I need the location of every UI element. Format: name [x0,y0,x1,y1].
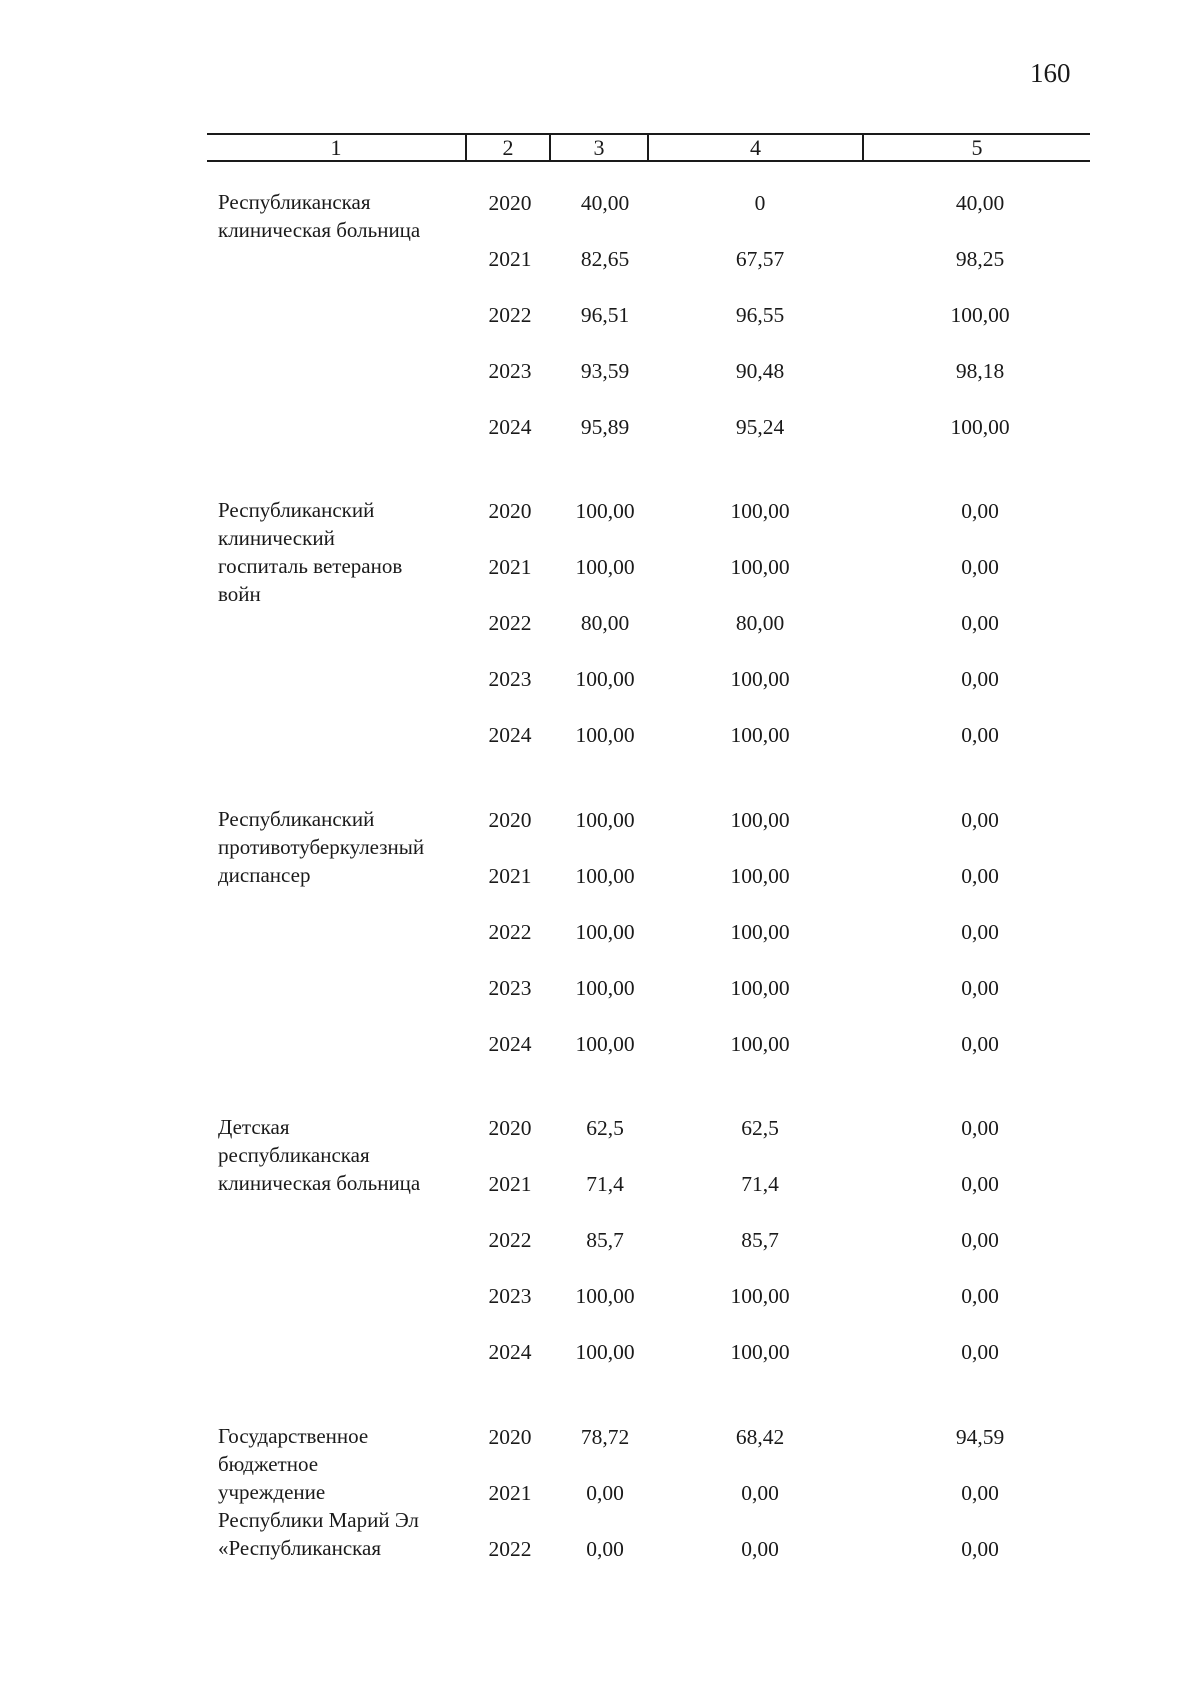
col3-cell: 100,00 [575,1284,635,1308]
table-row [0,1169,1200,1199]
col3-cell: 100,00 [575,1340,635,1364]
organization-name-line: Республиканская [218,190,371,214]
col3-cell: 100,00 [575,499,635,523]
col5-cell: 100,00 [950,303,1010,327]
col5-cell: 0,00 [961,864,999,888]
header-col-2: 2 [502,135,514,160]
table-row [0,720,1200,750]
year-cell: 2022 [488,1228,532,1252]
table-row [0,973,1200,1003]
col3-cell: 0,00 [586,1537,624,1561]
col3-cell: 80,00 [580,611,630,635]
col3-cell: 100,00 [575,555,635,579]
col5-cell: 0,00 [961,1172,999,1196]
col3-cell: 71,4 [586,1172,624,1196]
col5-cell: 0,00 [961,920,999,944]
col5-cell: 0,00 [961,555,999,579]
col3-cell: 40,00 [580,191,630,215]
year-cell: 2024 [488,723,532,747]
col4-cell: 71,4 [741,1172,779,1196]
header-col-5: 5 [971,135,983,160]
col3-cell: 100,00 [575,920,635,944]
col4-cell: 0,00 [741,1537,779,1561]
col3-cell: 100,00 [575,864,635,888]
col4-cell: 96,55 [735,303,785,327]
col3-cell: 93,59 [580,359,630,383]
col5-cell: 0,00 [961,499,999,523]
table-row [0,1478,1200,1508]
year-cell: 2022 [488,303,532,327]
col3-cell: 100,00 [575,808,635,832]
col5-cell: 0,00 [961,723,999,747]
col5-cell: 0,00 [961,1116,999,1140]
table-row [0,1534,1200,1564]
col4-cell: 62,5 [741,1116,779,1140]
col3-cell: 62,5 [586,1116,624,1140]
table-row [0,1337,1200,1367]
col4-cell: 68,42 [735,1425,785,1449]
year-cell: 2021 [488,555,532,579]
col5-cell: 0,00 [961,808,999,832]
col4-cell: 67,57 [735,247,785,271]
organization-name-line: Государственное [218,1424,369,1448]
col4-cell: 85,7 [741,1228,779,1252]
year-cell: 2021 [488,1172,532,1196]
year-cell: 2024 [488,1032,532,1056]
table-row [0,1225,1200,1255]
table-row [0,1281,1200,1311]
table-row [0,1113,1200,1143]
table-row [0,356,1200,386]
col4-cell: 0 [754,191,766,215]
col4-cell: 95,24 [735,415,785,439]
col3-cell: 78,72 [580,1425,630,1449]
organization-name-line: клиническая больница [218,218,421,242]
year-cell: 2023 [488,359,532,383]
col5-cell: 0,00 [961,976,999,1000]
year-cell: 2024 [488,1340,532,1364]
header-col-4: 4 [750,135,761,160]
year-cell: 2023 [488,976,532,1000]
organization-name-line: клиническая больница [218,1171,421,1195]
table-row [0,496,1200,526]
table-row [0,188,1200,218]
header-col-1: 1 [330,135,342,160]
year-cell: 2020 [488,191,532,215]
year-cell: 2020 [488,1425,532,1449]
year-cell: 2022 [488,920,532,944]
table-row [0,805,1200,835]
col4-cell: 100,00 [730,920,790,944]
col3-cell: 85,7 [586,1228,624,1252]
col4-cell: 100,00 [730,864,790,888]
organization-name-line: республиканская [218,1143,370,1167]
col5-cell: 100,00 [950,415,1010,439]
year-cell: 2020 [488,1116,532,1140]
col5-cell: 0,00 [961,1537,999,1561]
table-row [0,1029,1200,1059]
col4-cell: 100,00 [730,1284,790,1308]
col3-cell: 100,00 [575,667,635,691]
col3-cell: 100,00 [575,723,635,747]
table-row [0,917,1200,947]
col5-cell: 0,00 [961,611,999,635]
organization-name-line: «Республиканская [218,1536,382,1560]
organization-name-line: клинический [218,526,335,550]
col5-cell: 0,00 [961,1228,999,1252]
col5-cell: 0,00 [961,1340,999,1364]
col5-cell: 0,00 [961,1284,999,1308]
table-row [0,412,1200,442]
col4-cell: 100,00 [730,667,790,691]
organization-name-line: бюджетное [218,1452,319,1476]
col4-cell: 100,00 [730,1340,790,1364]
col4-cell: 0,00 [741,1481,779,1505]
col3-cell: 100,00 [575,1032,635,1056]
year-cell: 2020 [488,499,532,523]
col4-cell: 90,48 [735,359,785,383]
col5-cell: 98,18 [955,359,1005,383]
col5-cell: 0,00 [961,1032,999,1056]
organization-name-line: учреждение [218,1480,326,1504]
year-cell: 2021 [488,864,532,888]
organization-name-line: Республики Марий Эл [218,1508,419,1532]
year-cell: 2022 [488,611,532,635]
col5-cell: 94,59 [955,1425,1005,1449]
organization-name-line: противотуберкулезный [218,835,425,859]
organization-name-line: Республиканский [218,498,375,522]
year-cell: 2023 [488,667,532,691]
table-header [207,133,1090,161]
col5-cell: 0,00 [961,1481,999,1505]
table-row [0,300,1200,330]
organization-name-line: Республиканский [218,807,375,831]
page-number: 160 [1030,58,1071,88]
col4-cell: 100,00 [730,976,790,1000]
col5-cell: 40,00 [955,191,1005,215]
col5-cell: 0,00 [961,667,999,691]
col4-cell: 100,00 [730,808,790,832]
organization-name-line: диспансер [218,863,311,887]
table-row [0,244,1200,274]
col3-cell: 95,89 [580,415,630,439]
year-cell: 2023 [488,1284,532,1308]
table-row [0,664,1200,694]
year-cell: 2024 [488,415,532,439]
year-cell: 2021 [488,1481,532,1505]
year-cell: 2022 [488,1537,532,1561]
header-col-3: 3 [593,135,605,160]
organization-name-line: войн [218,582,261,606]
organization-name-line: Детская [218,1115,290,1139]
table-row [0,552,1200,582]
col4-cell: 100,00 [730,1032,790,1056]
table-row [0,1422,1200,1452]
col4-cell: 100,00 [730,555,790,579]
table-row [0,608,1200,638]
col3-cell: 100,00 [575,976,635,1000]
year-cell: 2021 [488,247,532,271]
col3-cell: 0,00 [586,1481,624,1505]
col4-cell: 80,00 [735,611,785,635]
table-row [0,861,1200,891]
col4-cell: 100,00 [730,499,790,523]
organization-name-line: госпиталь ветеранов [218,554,403,578]
col5-cell: 98,25 [955,247,1005,271]
col3-cell: 96,51 [580,303,630,327]
col3-cell: 82,65 [580,247,630,271]
year-cell: 2020 [488,808,532,832]
col4-cell: 100,00 [730,723,790,747]
